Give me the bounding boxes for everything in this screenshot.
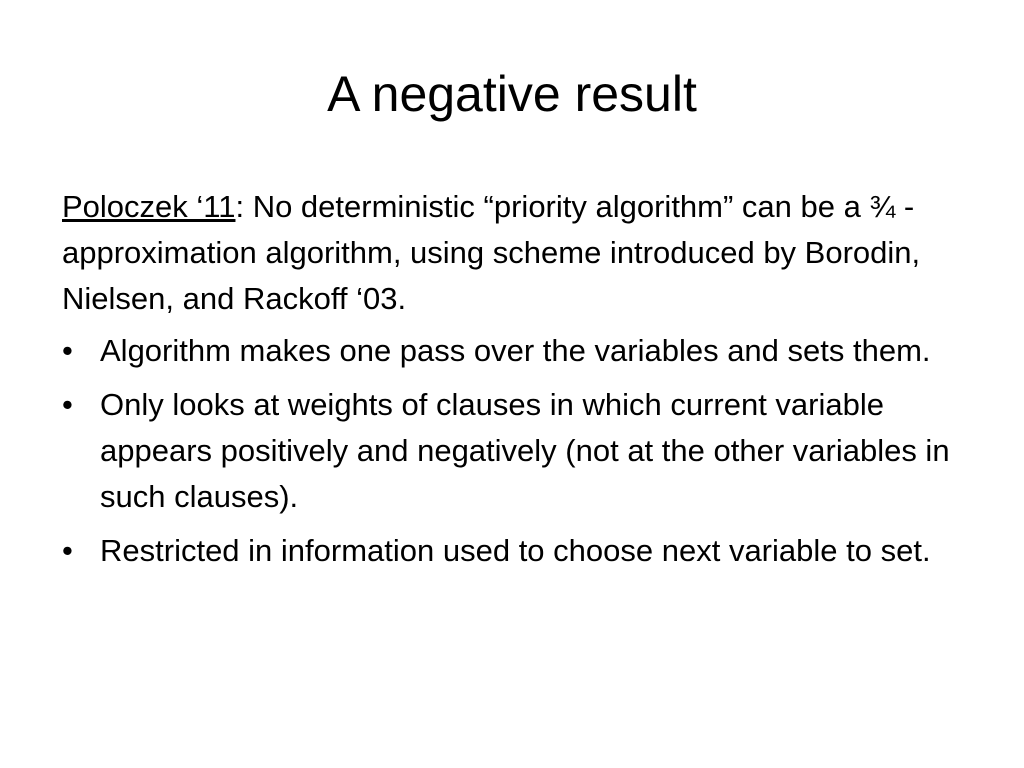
intro-paragraph [62, 184, 982, 322]
bullet-text: Restricted in information used to choose next variable to set. [100, 533, 931, 568]
bullet-icon: • [62, 333, 73, 368]
bullet-text: Only looks at weights of clauses in which current variable appears positively and negatively (not at the other variables in such clauses). [100, 387, 950, 514]
bullet-icon: • [62, 387, 73, 422]
bullet-item [62, 528, 982, 574]
intro-text: : No deterministic “priority algorithm” can be a ¾ -approximation algorithm, using scheme introduced by Borodin, Nielsen, and Rackoff ‘03. [62, 189, 921, 316]
bullet-text: Algorithm makes one pass over the variables and sets them. [100, 333, 931, 368]
bullet-icon: • [62, 533, 73, 568]
citation: Poloczek ‘11 [62, 189, 236, 224]
bullet-list [62, 328, 982, 574]
bullet-item [62, 328, 982, 374]
slide-body [62, 184, 982, 582]
slide-title: A negative result [327, 66, 697, 122]
bullet-item [62, 382, 982, 520]
